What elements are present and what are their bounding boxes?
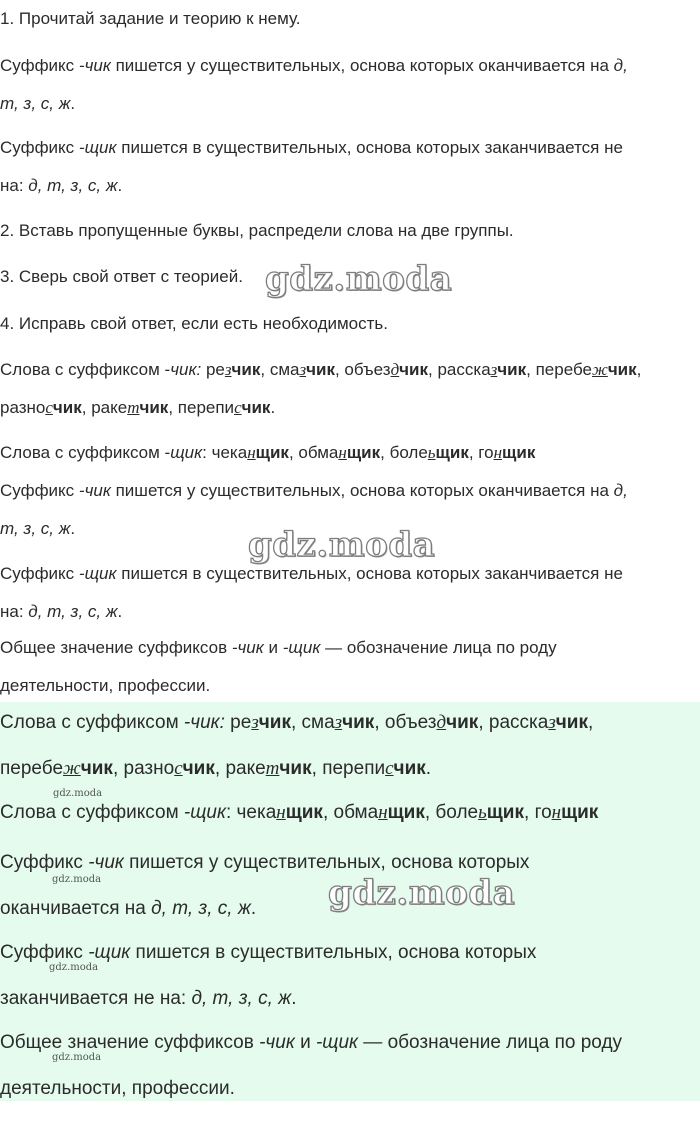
inserted-letter: н (551, 802, 562, 823)
word-item: переписчик (177, 398, 271, 417)
inserted-letter: т (127, 398, 140, 417)
theory-chik: Суффикс -чик пишется у существительных, основа которых оканчивается на д, т, з, с, ж. (0, 56, 628, 113)
inserted-letter: с (45, 398, 53, 417)
task-step-3: 3. Сверь свой ответ с теорией. (0, 267, 243, 286)
word-item: болеьщик (389, 443, 469, 462)
word-item: ракетчик (225, 758, 312, 779)
inserted-letter: с (174, 758, 183, 779)
inserted-letter: т (265, 758, 280, 779)
theory-shchik-repeat: Суффикс -щик пишется в существительных, основа которых заканчивается не на: д, т, з, с, ж. (0, 564, 623, 621)
theory-chik-repeat: Суффикс -чик пишется у существительных, основа которых оканчивается на д, т, з, с, ж. (0, 481, 628, 538)
inserted-letter: з (224, 360, 232, 379)
word-item: болеьщик (435, 802, 524, 823)
word-item: объездчик (384, 712, 479, 733)
inserted-letter: с (234, 398, 242, 417)
inserted-letter: з (490, 360, 498, 379)
theory-shchik: Суффикс -щик пишется в существительных, основа которых заканчивается не на: д, т, з, с, ж. (0, 138, 623, 195)
inserted-letter: н (378, 802, 388, 823)
watermark-small: gdz.moda (52, 1052, 102, 1063)
green-words-chik-line: Слова с суффиксом -чик: резчик, смазчик, объездчик, рассказчик, перебежчик, разносчик, ракетчик, переписчик. (0, 712, 594, 779)
word-item: перебежчик (0, 758, 113, 779)
watermark-small: gdz.moda (49, 962, 99, 973)
word-item: рассказчик (488, 712, 588, 733)
word-item: чеканщик (211, 443, 289, 462)
word-item: перебежчик (535, 360, 637, 379)
word-item: смазчик (269, 360, 335, 379)
words-chik-line: Слова с суффиксом -чик: резчик, смазчик, объездчик, рассказчик, перебежчик, разносчик, ракетчик, переписчик. (0, 360, 642, 417)
word-item: объездчик (344, 360, 429, 379)
inserted-letter: ж (591, 360, 608, 379)
inserted-letter: з (548, 712, 556, 733)
inserted-letter: ь (427, 443, 436, 462)
word-item: гонщик (478, 443, 536, 462)
inserted-letter: н (338, 443, 347, 462)
green-words-shchik-line: Слова с суффиксом -щик: чеканщик, обманщик, болеьщик, гонщик (0, 802, 599, 823)
task-step-2: 2. Вставь пропущенные буквы, распредели слова на две группы. (0, 221, 514, 240)
word-item: гонщик (534, 802, 599, 823)
watermark-logo: gdz.moda (265, 259, 453, 299)
words-shchik-line: Слова с суффиксом -щик: чеканщик, обманщик, болеьщик, гонщик (0, 443, 536, 462)
watermark-small: gdz.moda (53, 788, 103, 799)
watermark-small: gdz.moda (52, 874, 102, 885)
word-item: обманщик (298, 443, 381, 462)
word-item: чеканщик (236, 802, 323, 823)
inserted-letter: з (299, 360, 307, 379)
inserted-letter: з (251, 712, 259, 733)
green-theory-shchik: Суффикс -щик пишется в существительных, основа которых заканчивается не на: д, т, з, с, ж. (0, 942, 537, 1009)
word-item: разносчик (0, 398, 82, 417)
word-item: резчик (230, 712, 291, 733)
inserted-letter: д (436, 712, 447, 733)
inserted-letter: ж (63, 758, 81, 779)
word-item: резчик (205, 360, 261, 379)
inserted-letter: н (493, 443, 503, 462)
green-general-meaning: Общее значение суффиксов -чик и -щик — обозначение лица по роду деятельности, профессии. (0, 1032, 623, 1099)
inserted-letter: д (390, 360, 400, 379)
word-item: переписчик (322, 758, 426, 779)
inserted-letter: с (385, 758, 394, 779)
green-theory-chik: Суффикс -чик пишется у существительных, основа которых оканчивается на д, т, з, с, ж. (0, 852, 530, 919)
word-item: рассказчик (437, 360, 527, 379)
task-step-4: 4. Исправь свой ответ, если есть необходимость. (0, 314, 389, 333)
inserted-letter: з (334, 712, 343, 733)
word-item: смазчик (301, 712, 375, 733)
task-step-1: 1. Прочитай задание и теорию к нему. (0, 9, 301, 28)
general-meaning: Общее значение суффиксов -чик и -щик — обозначение лица по роду деятельности, профессии. (0, 638, 557, 695)
word-item: разносчик (123, 758, 215, 779)
watermark-logo: gdz.moda (328, 873, 516, 913)
word-item: ракетчик (91, 398, 169, 417)
inserted-letter: н (247, 443, 256, 462)
word-item: обманщик (333, 802, 425, 823)
watermark-logo: gdz.moda (248, 525, 436, 565)
inserted-letter: н (276, 802, 286, 823)
inserted-letter: ь (478, 802, 487, 823)
